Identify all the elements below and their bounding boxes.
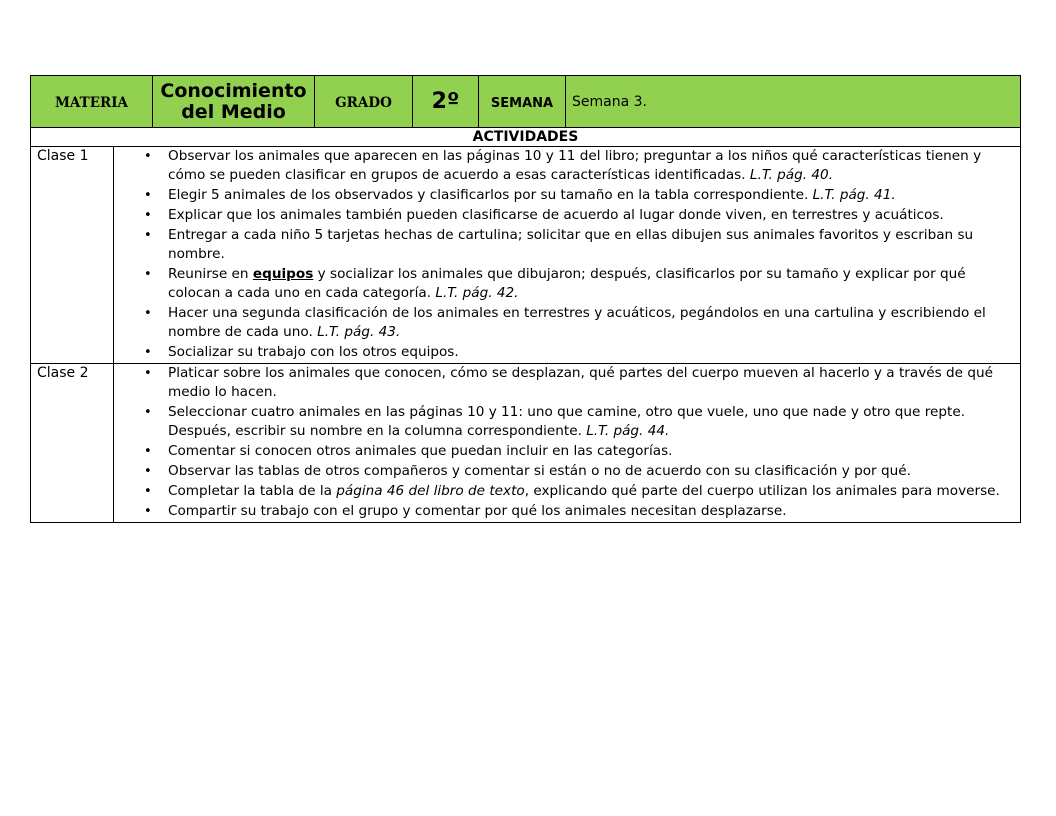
activity-italic: página 46 del libro de texto [336, 483, 525, 499]
activity-text: Compartir su trabajo con el grupo y comentar por qué los animales necesitan desplazarse. [168, 503, 787, 519]
clase1-row [31, 147, 1021, 364]
clase1-activities [114, 147, 1021, 364]
activity-item [114, 482, 1020, 501]
clase2-row [31, 364, 1021, 523]
actividades-heading: ACTIVIDADES [31, 128, 1021, 147]
activity-item [114, 186, 1020, 205]
activity-item [114, 462, 1020, 481]
bullet-icon: • [144, 345, 152, 360]
activity-item [114, 265, 1020, 303]
bullet-icon: • [144, 306, 152, 321]
activity-text: Hacer una segunda clasificación de los animales en terrestres y acuáticos, pegándolos en una cartulina y escribiendo el nombre de cada uno. [168, 305, 986, 340]
activity-text: Observar los animales que aparecen en las páginas 10 y 11 del libro; preguntar a los niños qué características tienen y cómo se pueden clasificar en grupos de acuerdo a esas características identificadas. [168, 148, 982, 183]
bullet-icon: • [144, 188, 152, 203]
semana-value-cell [566, 76, 1021, 128]
grado-label-cell [315, 76, 413, 128]
activity-text: Comentar si conocen otros animales que puedan incluir en las categorías. [168, 443, 673, 459]
semana-label: SEMANA [490, 96, 554, 111]
activity-text: y socializar los animales que dibujaron; después, clasificarlos por su tamaño y explicar por qué colocan a cada uno en cada categoría. [168, 266, 966, 301]
activity-text: Seleccionar cuatro animales en las páginas 10 y 11: uno que camine, otro que vuele, uno que nade y otro que repte. Después, escribir su nombre en la columna correspondiente. [168, 404, 966, 439]
activity-ref: L.T. pág. 43. [317, 324, 401, 340]
grado-value: 2º [431, 89, 460, 114]
activity-text-pre: Completar la tabla de la [168, 483, 337, 499]
bullet-icon: • [144, 504, 152, 519]
clase2-activities [114, 364, 1021, 523]
activity-text: Entregar a cada niño 5 tarjetas hechas de cartulina; solicitar que en ellas dibujen sus animales favoritos y escriban su nombre. [168, 227, 974, 262]
activity-item [114, 304, 1020, 342]
activity-text: Observar las tablas de otros compañeros y comentar si están o no de acuerdo con su clasificación y por qué. [168, 463, 911, 479]
clase2-list [114, 364, 1020, 521]
activity-ref: L.T. pág. 40. [749, 167, 833, 183]
activity-item [114, 403, 1020, 441]
activity-text: Socializar su trabajo con los otros equipos. [168, 344, 459, 360]
grado-label: GRADO [335, 95, 392, 111]
bullet-icon: • [144, 208, 152, 223]
bullet-icon: • [144, 267, 152, 282]
activity-ref: L.T. pág. 44. [586, 423, 670, 439]
activity-item [114, 206, 1020, 225]
header-row [31, 76, 1021, 128]
semana-value: Semana 3. [572, 93, 647, 110]
activity-text: Elegir 5 animales de los observados y clasificarlos por su tamaño en la tabla correspondiente. [168, 187, 813, 203]
actividades-row [31, 128, 1021, 147]
header-table [30, 75, 1021, 128]
activity-item [114, 343, 1020, 362]
materia-label-cell [31, 76, 153, 128]
bullet-icon: • [144, 405, 152, 420]
clase1-label: Clase 1 [31, 147, 114, 364]
activities-table [30, 127, 1021, 523]
materia-value-cell [153, 76, 315, 128]
clase1-list [114, 147, 1020, 362]
materia-label: MATERIA [54, 95, 129, 111]
activity-item [114, 502, 1020, 521]
bullet-icon: • [144, 228, 152, 243]
bullet-icon: • [144, 464, 152, 479]
bullet-icon: • [144, 484, 152, 499]
bullet-icon: • [144, 149, 152, 164]
activity-underline: equipos [252, 266, 314, 282]
materia-value-line2: del Medio [181, 100, 286, 123]
activity-ref: L.T. pág. 42. [435, 285, 519, 301]
activity-item [114, 226, 1020, 264]
lesson-plan-sheet [30, 75, 1021, 523]
grado-value-cell [413, 76, 479, 128]
bullet-icon: • [144, 366, 152, 381]
materia-value-line1: Conocimiento [160, 79, 307, 102]
activity-item [114, 147, 1020, 185]
activity-ref: L.T. pág. 41. [812, 187, 896, 203]
activity-item [114, 364, 1020, 402]
semana-label-cell [479, 76, 566, 128]
activity-item [114, 442, 1020, 461]
bullet-icon: • [144, 444, 152, 459]
activity-text: Platicar sobre los animales que conocen, cómo se desplazan, qué partes del cuerpo mueven al hacerlo y a través de qué medio lo hacen. [168, 365, 993, 400]
activity-text: Explicar que los animales también pueden clasificarse de acuerdo al lugar donde viven, en terrestres y acuáticos. [168, 207, 944, 223]
activity-text: , explicando qué parte del cuerpo utilizan los animales para moverse. [524, 483, 1000, 499]
activity-text-pre: Reunirse en [168, 266, 253, 282]
clase2-label: Clase 2 [31, 364, 114, 523]
